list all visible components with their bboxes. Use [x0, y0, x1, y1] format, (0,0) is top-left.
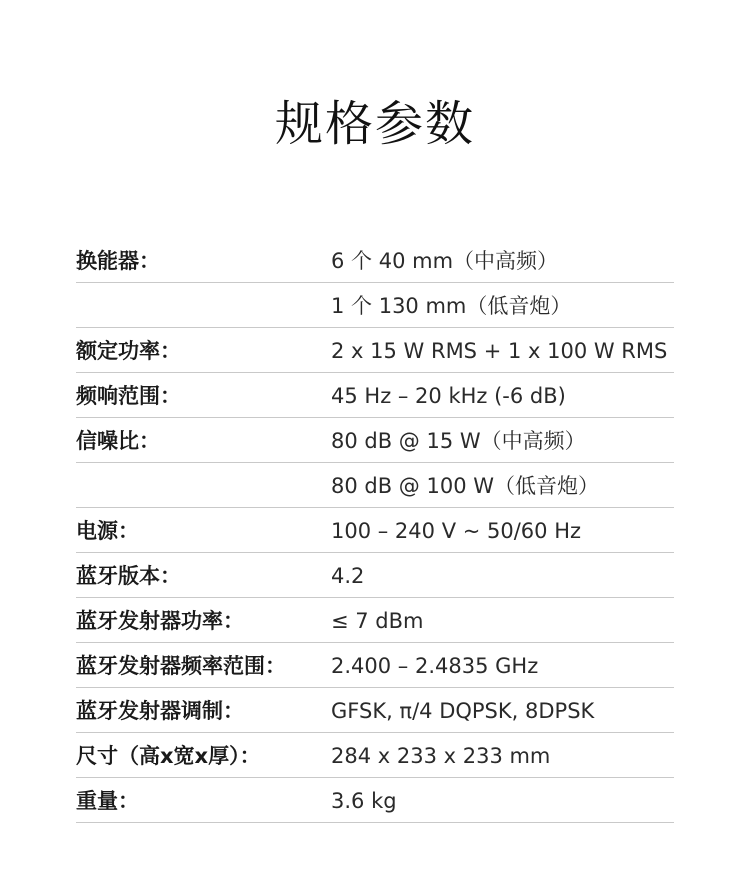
spec-value: GFSK, π/4 DQPSK, 8DPSK: [331, 699, 595, 723]
spec-value: 3.6 kg: [331, 789, 397, 813]
spec-row-bluetooth-version: [76, 553, 674, 598]
spec-row-bluetooth-frequency-range: [76, 643, 674, 688]
spec-value: 100 – 240 V ~ 50/60 Hz: [331, 519, 582, 543]
spec-row-frequency-response: [76, 373, 674, 418]
spec-value: ≤ 7 dBm: [331, 609, 424, 633]
spec-row-dimensions: [76, 733, 674, 778]
spec-label: 蓝牙版本：: [76, 564, 181, 588]
spec-row-rated-power: [76, 328, 674, 373]
spec-label: 蓝牙发射器频率范围：: [76, 654, 286, 678]
spec-row-snr: [76, 418, 674, 463]
spec-value: 80 dB @ 100 W（低音炮）: [331, 474, 600, 498]
spec-value: 45 Hz – 20 kHz (-6 dB): [331, 384, 566, 408]
spec-value: 284 x 233 x 233 mm: [331, 744, 551, 768]
spec-row-transducers: [76, 238, 674, 283]
spec-label: 额定功率：: [76, 339, 181, 363]
spec-table: [76, 238, 674, 823]
spec-label: 信噪比：: [76, 429, 160, 453]
spec-label: 换能器：: [76, 249, 160, 273]
page-title: 规格参数: [274, 96, 475, 152]
spec-row-bluetooth-tx-power: [76, 598, 674, 643]
spec-row-bluetooth-modulation: [76, 688, 674, 733]
spec-row-snr-woofer: [76, 463, 674, 508]
spec-label: 频响范围：: [76, 384, 181, 408]
spec-value: 80 dB @ 15 W（中高频）: [331, 429, 586, 453]
spec-value: 2.400 – 2.4835 GHz: [331, 654, 539, 678]
spec-row-transducers-woofer: [76, 283, 674, 328]
spec-label: 尺寸（高x宽x厚）：: [76, 744, 261, 768]
spec-value: 6 个 40 mm（中高频）: [331, 249, 559, 273]
spec-value: 4.2: [331, 564, 365, 588]
spec-label: 蓝牙发射器功率：: [76, 609, 244, 633]
spec-row-power-supply: [76, 508, 674, 553]
spec-label: 电源：: [76, 519, 139, 543]
spec-row-weight: [76, 778, 674, 823]
spec-label: 重量：: [76, 789, 139, 813]
spec-label: 蓝牙发射器调制：: [76, 699, 244, 723]
spec-value: 1 个 130 mm（低音炮）: [331, 294, 572, 318]
spec-value: 2 x 15 W RMS + 1 x 100 W RMS: [331, 339, 668, 363]
